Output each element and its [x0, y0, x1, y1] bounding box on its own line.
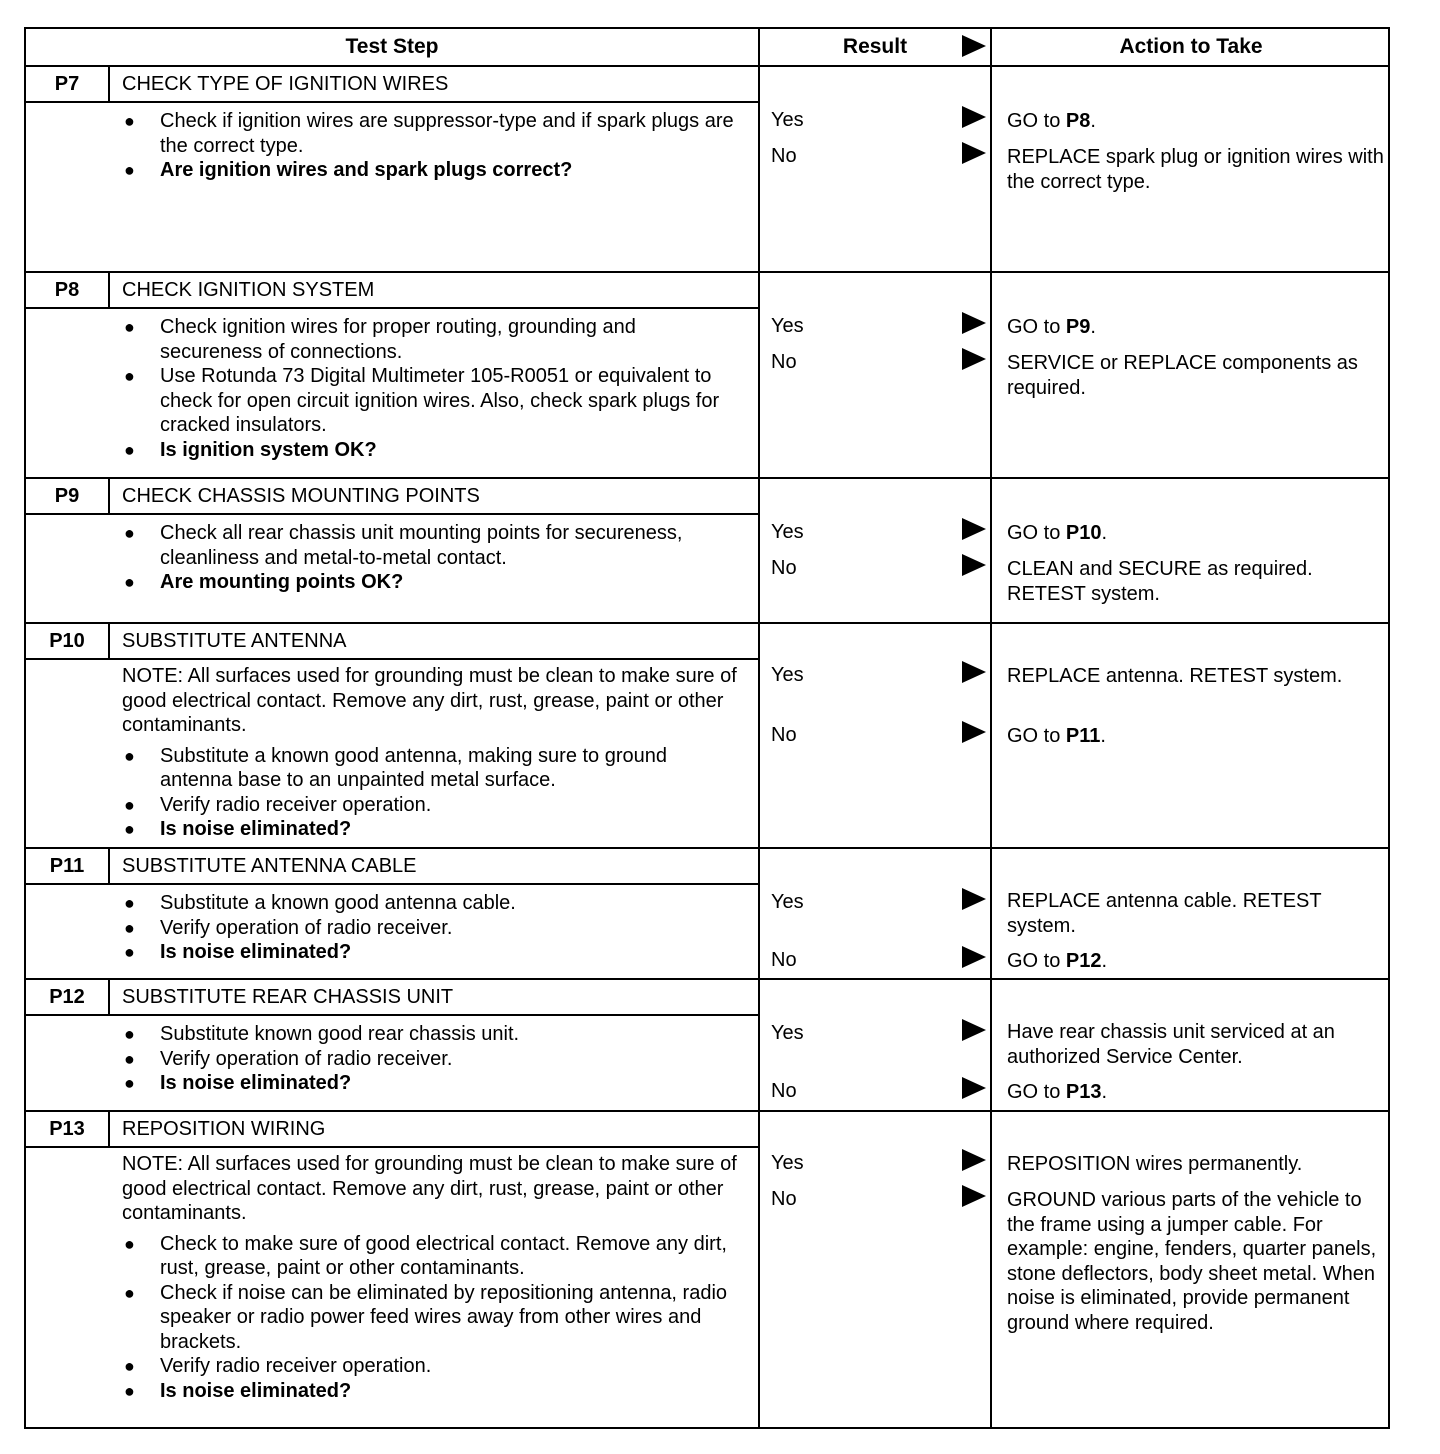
no-action: SERVICE or REPLACE components as required.	[1007, 352, 1358, 399]
yes-arrow-icon	[962, 106, 986, 128]
column-divider-action	[990, 29, 992, 1427]
step-id: P13	[26, 1112, 110, 1146]
step-title: CHECK TYPE OF IGNITION WIRES	[122, 73, 449, 95]
bullet-icon: ●	[124, 1024, 135, 1044]
result-no: No	[771, 145, 797, 167]
action-tail: .	[1101, 522, 1108, 544]
bullet-text: Use Rotunda 73 Digital Multimeter 105-R0051 or equivalent to check for open circuit ignition wires. Also, check spark plugs for cracked insulators.	[160, 365, 720, 436]
step-bullet	[122, 1354, 742, 1379]
action-text: GO to	[1007, 522, 1066, 544]
bullet-text: Verify radio receiver operation.	[160, 793, 432, 816]
step-question	[122, 438, 742, 463]
action-text: GO to	[1007, 950, 1066, 972]
result-no: No	[771, 1188, 797, 1210]
action-header: Action to Take	[992, 29, 1390, 67]
action-text: GO to	[1007, 110, 1066, 132]
bullet-icon: ●	[124, 1073, 135, 1093]
step-bullet	[122, 315, 742, 364]
step-p7	[26, 67, 1388, 273]
step-bullet	[122, 1281, 742, 1355]
step-title-row	[26, 67, 758, 103]
step-p10	[26, 624, 1388, 849]
step-note: NOTE: All surfaces used for grounding must be clean to make sure of good electrical contact. Remove any dirt, rust, grease, paint or other contaminants.	[122, 1153, 737, 1224]
step-content	[122, 1022, 742, 1096]
action-tail: .	[1101, 950, 1108, 972]
action-tail: .	[1100, 725, 1106, 747]
bullet-icon: ●	[124, 917, 135, 938]
no-action: CLEAN and SECURE as required. RETEST system.	[1007, 558, 1313, 605]
bullet-icon: ●	[124, 439, 135, 460]
yes-action	[1007, 109, 1385, 134]
yes-arrow-icon	[962, 661, 986, 683]
step-bullet	[122, 109, 742, 158]
step-id: P11	[26, 849, 110, 883]
bullet-text: Verify radio receiver operation.	[160, 1355, 432, 1377]
test-step-header: Test Step	[26, 29, 758, 67]
step-p9	[26, 479, 1388, 624]
bullet-text: Check all rear chassis unit mounting points for secureness, cleanliness and metal-to-metal contact.	[160, 522, 683, 569]
step-p13	[26, 1112, 1388, 1427]
step-ref: P8	[1065, 110, 1091, 132]
result-no: No	[771, 557, 797, 579]
step-ref: P13	[1065, 1081, 1102, 1103]
result-no: No	[771, 949, 797, 971]
bullet-icon: ●	[124, 1282, 135, 1303]
action-text: GO to	[1007, 316, 1066, 338]
step-bullet	[122, 521, 742, 570]
step-bullet	[122, 891, 742, 916]
step-ref: P11	[1065, 725, 1101, 747]
action-tail: .	[1090, 110, 1096, 132]
step-content	[122, 521, 742, 595]
no-arrow-icon	[962, 142, 986, 164]
result-yes: Yes	[771, 1022, 804, 1044]
result-yes: Yes	[771, 664, 804, 686]
step-title: REPOSITION WIRING	[122, 1118, 326, 1140]
no-action: REPLACE spark plug or ignition wires with the correct type.	[1007, 146, 1384, 193]
step-question	[122, 817, 742, 842]
yes-arrow-icon	[962, 1019, 986, 1041]
yes-action: REPOSITION wires permanently.	[1007, 1153, 1303, 1175]
step-bullet	[122, 364, 742, 438]
result-no: No	[771, 724, 797, 746]
action-tail: .	[1101, 1081, 1108, 1103]
step-note: NOTE: All surfaces used for grounding must be clean to make sure of good electrical contact. Remove any dirt, rust, grease, paint or other contaminants.	[122, 665, 737, 736]
bullet-text: Verify operation of radio receiver.	[160, 1047, 453, 1070]
step-ref: P9	[1065, 316, 1091, 338]
step-title: SUBSTITUTE ANTENNA	[122, 630, 347, 652]
step-content	[122, 664, 742, 842]
bullet-text: Substitute a known good antenna, making sure to ground antenna base to an unpainted metal surface.	[160, 744, 668, 791]
no-action	[1007, 1080, 1385, 1105]
bullet-text: Check ignition wires for proper routing, grounding and secureness of connections.	[160, 316, 636, 363]
step-title: SUBSTITUTE ANTENNA CABLE	[122, 855, 417, 877]
step-question	[122, 1379, 742, 1404]
question-text: Is noise eliminated?	[160, 818, 352, 840]
step-id: P10	[26, 624, 110, 658]
bullet-icon: ●	[124, 1356, 135, 1376]
no-arrow-icon	[962, 946, 986, 968]
step-bullet	[122, 1022, 742, 1047]
step-content	[122, 891, 742, 965]
no-arrow-icon	[962, 554, 986, 576]
result-yes: Yes	[771, 1152, 804, 1174]
action-text: GO to	[1007, 1081, 1066, 1103]
step-title: CHECK IGNITION SYSTEM	[122, 279, 375, 301]
step-id: P9	[26, 479, 110, 513]
result-yes: Yes	[771, 315, 804, 337]
step-question	[122, 570, 742, 595]
result-no: No	[771, 351, 797, 373]
bullet-icon: ●	[124, 523, 135, 543]
step-content	[122, 109, 742, 183]
bullet-text: Verify operation of radio receiver.	[160, 916, 453, 939]
step-bullet	[122, 793, 742, 818]
bullet-icon: ●	[124, 160, 135, 180]
bullet-icon: ●	[124, 942, 135, 962]
yes-action: REPLACE antenna. RETEST system.	[1007, 665, 1343, 687]
no-arrow-icon	[962, 1077, 986, 1099]
step-question	[122, 1071, 742, 1096]
step-p12	[26, 980, 1388, 1112]
question-text: Are ignition wires and spark plugs correct?	[160, 159, 573, 181]
action-text: GO to	[1007, 725, 1066, 747]
step-bullet	[122, 744, 742, 793]
yes-arrow-icon	[962, 518, 986, 540]
step-ref: P10	[1065, 522, 1102, 544]
yes-action	[1007, 315, 1385, 340]
step-question	[122, 940, 742, 965]
bullet-text: Substitute known good rear chassis unit.	[160, 1023, 520, 1045]
no-arrow-icon	[962, 721, 986, 743]
question-text: Are mounting points OK?	[160, 571, 404, 593]
bullet-text: Substitute a known good antenna cable.	[160, 892, 516, 914]
step-id: P12	[26, 980, 110, 1014]
no-arrow-icon	[962, 1185, 986, 1207]
step-id: P8	[26, 273, 110, 307]
step-question	[122, 158, 742, 183]
step-content	[122, 315, 742, 462]
bullet-icon: ●	[124, 893, 135, 913]
step-title: SUBSTITUTE REAR CHASSIS UNIT	[122, 986, 454, 1008]
step-p8	[26, 273, 1388, 479]
step-content	[122, 1152, 742, 1403]
header-arrow-icon	[962, 35, 986, 57]
troubleshooting-table	[24, 27, 1390, 1429]
bullet-icon: ●	[124, 366, 135, 386]
step-ref: P12	[1065, 950, 1102, 972]
bullet-text: Check if ignition wires are suppressor-type and if spark plugs are the correct type.	[160, 110, 734, 157]
result-header-label: Result	[842, 35, 908, 58]
bullet-icon: ●	[124, 1233, 135, 1254]
bullet-icon: ●	[124, 1048, 135, 1069]
bullet-icon: ●	[124, 1380, 135, 1401]
result-yes: Yes	[771, 109, 804, 131]
step-bullet	[122, 1047, 742, 1072]
action-tail: .	[1090, 316, 1096, 338]
question-text: Is noise eliminated?	[160, 1379, 352, 1402]
step-title-row	[26, 980, 758, 1016]
yes-arrow-icon	[962, 312, 986, 334]
bullet-icon: ●	[124, 317, 135, 337]
result-yes: Yes	[771, 521, 804, 543]
bullet-icon: ●	[124, 111, 135, 131]
no-action	[1007, 949, 1385, 974]
result-header	[760, 29, 990, 67]
step-title-row	[26, 1112, 758, 1148]
step-title: CHECK CHASSIS MOUNTING POINTS	[122, 485, 480, 507]
step-bullet	[122, 916, 742, 941]
bullet-icon: ●	[124, 819, 135, 839]
bullet-text: Check to make sure of good electrical contact. Remove any dirt, rust, grease, paint or other contaminants.	[160, 1232, 727, 1279]
step-id: P7	[26, 67, 110, 101]
step-bullet	[122, 1232, 742, 1281]
question-text: Is noise eliminated?	[160, 941, 352, 963]
result-no: No	[771, 1080, 797, 1102]
step-p11	[26, 849, 1388, 980]
no-arrow-icon	[962, 348, 986, 370]
result-yes: Yes	[771, 891, 804, 913]
no-action	[1007, 724, 1385, 749]
step-title-row	[26, 273, 758, 309]
bullet-text: Check if noise can be eliminated by repositioning antenna, radio speaker or radio power feed wires away from other wires and brackets.	[160, 1281, 728, 1353]
yes-arrow-icon	[962, 888, 986, 910]
bullet-icon: ●	[124, 745, 135, 766]
column-divider-result	[758, 29, 760, 1427]
yes-action	[1007, 521, 1385, 546]
bullet-icon: ●	[124, 794, 135, 815]
yes-action: Have rear chassis unit serviced at an authorized Service Center.	[1007, 1021, 1335, 1068]
step-title-row	[26, 479, 758, 515]
yes-action: REPLACE antenna cable. RETEST system.	[1007, 890, 1322, 937]
step-title-row	[26, 849, 758, 885]
step-title-row	[26, 624, 758, 660]
no-action: GROUND various parts of the vehicle to the frame using a jumper cable. For example: engine, fenders, quarter panels, stone deflectors, body sheet metal. When noise is eliminated, provide permanent ground where required.	[1007, 1189, 1377, 1334]
question-text: Is ignition system OK?	[160, 438, 377, 461]
question-text: Is noise eliminated?	[160, 1072, 352, 1094]
yes-arrow-icon	[962, 1149, 986, 1171]
bullet-icon: ●	[124, 572, 135, 592]
